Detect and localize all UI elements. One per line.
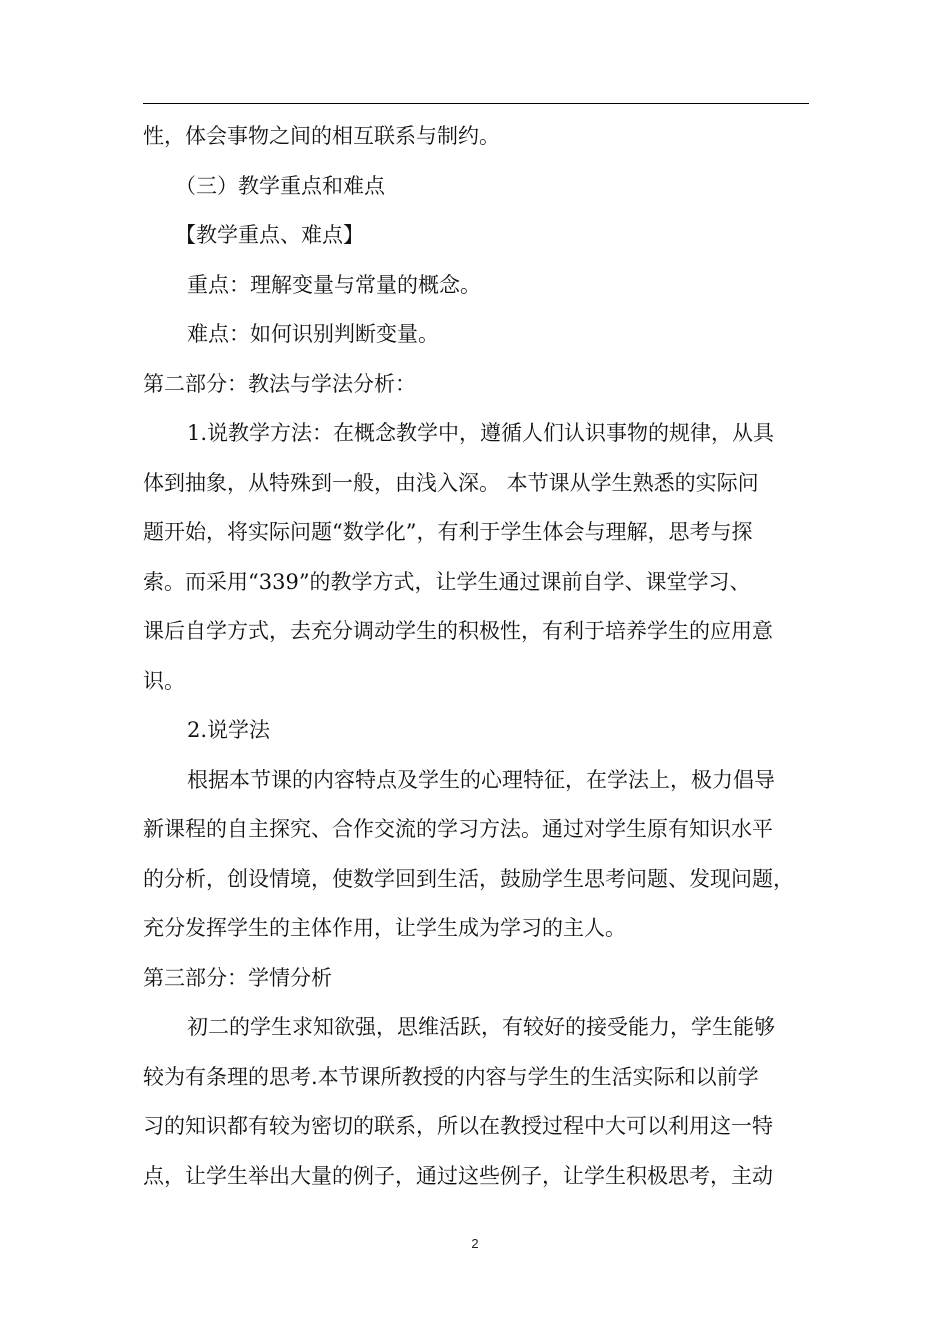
paragraph-line: 的分析，创设情境，使数学回到生活，鼓励学生思考问题、发现问题， bbox=[143, 866, 794, 891]
paragraph-line: 题开始，将实际问题“数学化”，有利于学生体会与理解，思考与探 bbox=[143, 520, 753, 544]
header-rule bbox=[143, 103, 809, 104]
document-body bbox=[143, 112, 809, 1201]
paragraph-line: 根据本节课的内容特点及学生的心理特征，在学法上，极力倡导 bbox=[187, 767, 775, 792]
paragraph-line: 重点：理解变量与常量的概念。 bbox=[187, 272, 481, 297]
paragraph-line: 新课程的自主探究、合作交流的学习方法。通过对学生原有知识水平 bbox=[143, 817, 773, 841]
paragraph-line: 索。而采用“339”的教学方式，让学生通过课前自学、课堂学习、 bbox=[143, 569, 751, 594]
subsection-heading: 2.说学法 bbox=[187, 718, 271, 742]
paragraph-line: 1.说教学方法：在概念教学中，遵循人们认识事物的规律，从具 bbox=[187, 421, 775, 445]
section-heading: （三）教学重点和难点 bbox=[175, 173, 385, 198]
paragraph-line: 初二的学生求知欲强，思维活跃，有较好的接受能力，学生能够 bbox=[187, 1015, 775, 1039]
paragraph-line: 性，体会事物之间的相互联系与制约。 bbox=[143, 124, 500, 148]
paragraph-line: 难点：如何识别判断变量。 bbox=[187, 322, 439, 346]
paragraph-line: 课后自学方式，去充分调动学生的积极性，有利于培养学生的应用意 bbox=[143, 619, 773, 643]
paragraph-line: 识。 bbox=[143, 668, 185, 693]
bracket-heading: 【教学重点、难点】 bbox=[175, 223, 364, 247]
part-heading: 第二部分：教法与学法分析： bbox=[143, 371, 416, 396]
paragraph-line: 较为有条理的思考.本节课所教授的内容与学生的生活实际和以前学 bbox=[143, 1064, 759, 1089]
paragraph-line: 习的知识都有较为密切的联系，所以在教授过程中大可以利用这一特 bbox=[143, 1114, 773, 1138]
paragraph-line: 点，让学生举出大量的例子，通过这些例子，让学生积极思考，主动 bbox=[143, 1163, 773, 1188]
page-number: 2 bbox=[471, 1236, 479, 1251]
part-heading: 第三部分：学情分析 bbox=[143, 965, 332, 990]
paragraph-line: 充分发挥学生的主体作用，让学生成为学习的主人。 bbox=[143, 916, 626, 940]
paragraph-line: 体到抽象，从特殊到一般，由浅入深。 本节课从学生熟悉的实际问 bbox=[143, 470, 759, 495]
